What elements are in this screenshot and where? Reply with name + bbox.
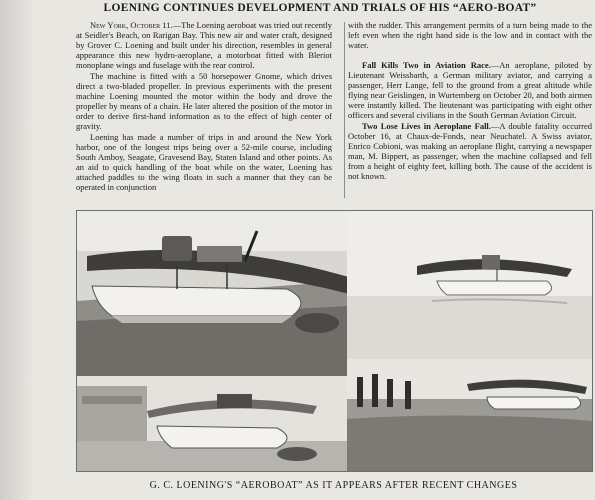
photo-aeroboat-launch	[347, 359, 592, 471]
article-paragraph-3: Loening has made a number of trips in and around the New York harbor, one of the longest trips being over a 52-mile course, including South Amboy, Seagate, Gravesend Bay, Staten Island and other points. As an aid to quick handling of the boat while on the water, Loening has attached paddles to the wing floats in such a manner that they can be operated in conjunction	[76, 132, 332, 192]
news-item-title: Two Lose Lives in Aeroplane Fall.	[362, 121, 491, 131]
photo-aeroboat-on-water	[347, 211, 592, 359]
page-binding-shadow	[0, 0, 34, 500]
photo-aeroboat-by-hangar	[77, 376, 347, 471]
news-item-body: —A double fatality occurred October 16, at Chaux-de-Fonds, near Neuchatel. A Swiss aviator, Enrico Cobioni, was making an aeroplane flight, carrying a newspaper man, M. Bippert, as passenger, when the machine collapsed and fell from a height of eighty feet, killing both. The cause of the accident is not known.	[348, 121, 592, 181]
news-item-2	[348, 121, 592, 181]
article-column-right	[348, 20, 592, 182]
article-column-left	[76, 20, 332, 193]
column-divider	[344, 22, 345, 198]
photo-caption: G. C. LOENING'S “AEROBOAT” AS IT APPEARS AFTER RECENT CHANGES	[149, 480, 518, 491]
article-paragraph-4: with the rudder. This arrangement permits of a turn being made to the left even when the right hand side is the low and in contact with the water.	[348, 20, 592, 50]
dateline: New York, October 11.	[90, 20, 173, 30]
photo-aeroboat-on-beach	[77, 211, 347, 376]
news-item-1	[348, 60, 592, 120]
news-item-body: —An aeroplane, piloted by Lieutenant Weissbarth, a German military aviator, and carrying a passenger, Herr Lange, fell to the ground from a great altitude while flying near Geislingen, in Wurtemberg on October 20, and both airmen were instantly killed. The lieutenant was participating with eight other officers and several civilians in the South German Aviation Circuit.	[348, 60, 592, 120]
photo-collage	[76, 210, 593, 472]
article-paragraph-2: The machine is fitted with a 50 horsepower Gnome, which drives direct a two-bladed propeller. In previous experiments with the present machine Loening mounted the motor within the body and drove the propeller by means of a chain. He later altered the position of the motor in order to derive first-hand information as to the effect of high center of gravity.	[76, 71, 332, 131]
article-paragraph-1: New York, October 11.—The Loening aeroboat was tried out recently at Seidler's Beach, on Rarigan Bay. This new air and water craft, designed by Grover C. Loening and built under his direction, resembles in general appearance this new hydro-aeroplane, a motorboat fitted with Bleriot monoplane wings and fuselage with the rear control.	[76, 20, 332, 70]
news-item-title: Fall Kills Two in Aviation Race.	[362, 60, 491, 70]
article-headline: LOENING CONTINUES DEVELOPMENT AND TRIALS OF HIS “AERO-BOAT”	[103, 2, 537, 14]
